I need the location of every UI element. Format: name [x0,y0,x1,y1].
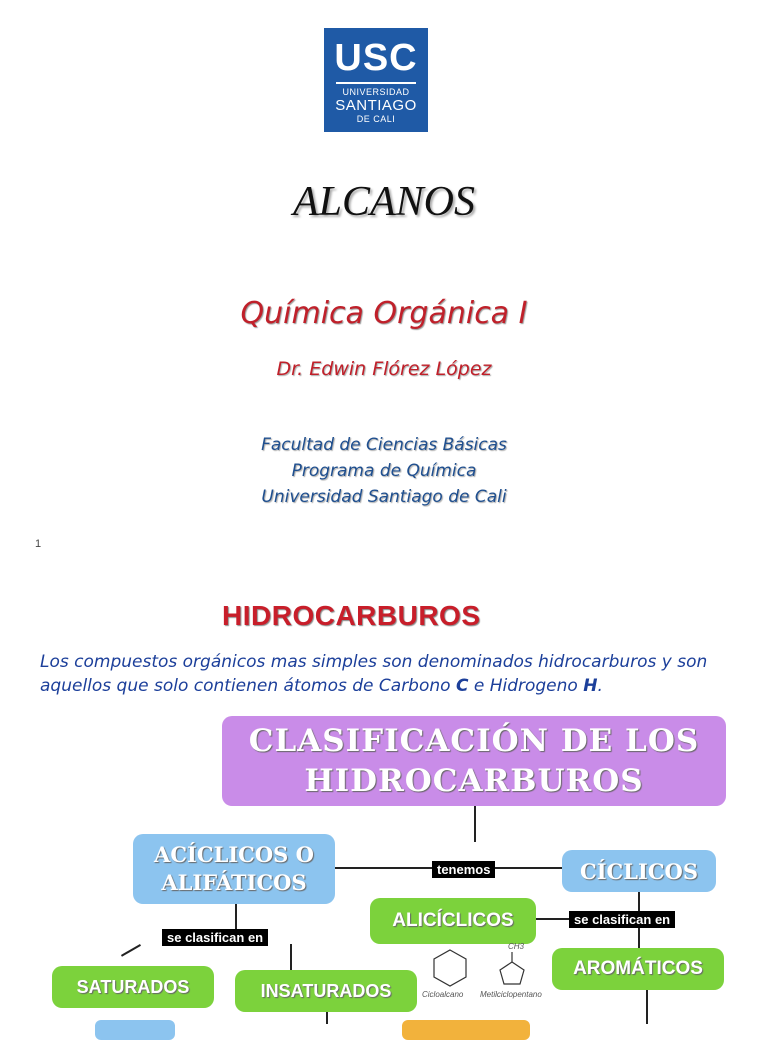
se-clasifican-label-left: se clasifican en [162,929,268,946]
section-heading: HIDROCARBUROS [222,600,481,631]
course-name: Química Orgánica I [240,296,528,331]
classification-title-line-2: HIDROCARBUROS [304,763,644,799]
page-number: 1 [35,538,42,550]
ciclicos-box: CÍCLICOS [562,850,716,892]
logo-divider [336,82,416,84]
intro-text-1: Los compuestos orgánicos mas simples son denominados hidrocarburos y son aquellos que solo contienen átomos de Carbono [40,652,708,696]
affiliation [0,432,768,510]
tenemos-label: tenemos [432,861,495,878]
author-name: Dr. Edwin Flórez López [276,358,492,380]
aciclicos-line-1: ACÍCLICOS O [154,842,314,867]
logo-main-text: USC [334,37,418,79]
connector-to-saturados [121,944,141,957]
aciclicos-box [133,834,335,904]
logo-line-2: SANTIAGO [335,97,417,114]
aromaticos-box: AROMÁTICOS [552,948,724,990]
methylcyclopentane-caption: Metilciclopentano [480,990,542,999]
hydrogen-symbol: H [583,676,598,696]
cyclohexane-ring [434,950,466,986]
logo-line-3: DE CALI [356,114,396,124]
affiliation-university: Universidad Santiago de Cali [261,487,507,507]
cycloalkane-caption: Cicloalcano [422,990,464,999]
insaturados-box: INSATURADOS [235,970,417,1012]
intro-paragraph [40,650,740,698]
se-clasifican-label-right: se clasifican en [569,911,675,928]
intro-text-2: e Hidrogeno [468,676,584,696]
saturados-box: SATURADOS [52,966,214,1008]
methyl-group-label: CH3 [508,942,525,951]
partial-box-orange [402,1020,530,1040]
logo-line-1: UNIVERSIDAD [342,87,410,97]
slide-title: ALCANOS [292,179,476,225]
classification-title-line-1: CLASIFICACIÓN DE LOS [248,723,700,759]
affiliation-program: Programa de Química [291,461,477,481]
connector-insat-down [326,1012,328,1024]
connector-aciclicos-down [235,904,237,930]
connector-main-down [474,806,476,842]
carbon-symbol: C [455,676,469,696]
cyclopentane-ring [500,962,524,984]
intro-text-3: . [597,676,603,696]
connector-to-insaturados [290,944,292,970]
university-logo [324,28,428,132]
aciclicos-line-2: ALIFÁTICOS [161,870,307,895]
classification-title-box [222,716,726,806]
affiliation-faculty: Facultad de Ciencias Básicas [261,435,507,455]
connector-right-down [646,990,648,1024]
aliciclicos-box: ALICÍCLICOS [370,898,536,944]
partial-box-left [95,1020,175,1040]
